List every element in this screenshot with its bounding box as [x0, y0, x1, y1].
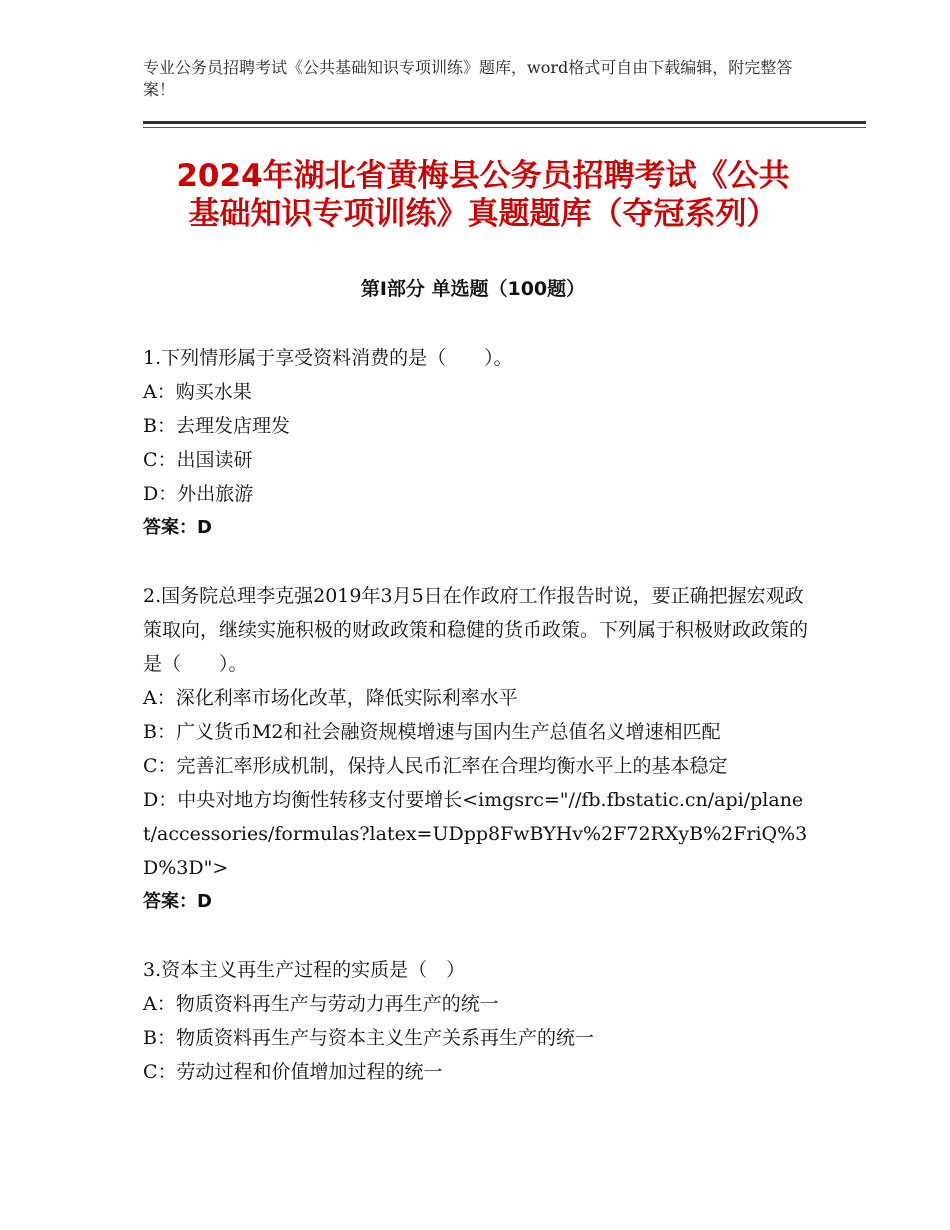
answer: 答案：D — [143, 891, 212, 912]
option-c: C：劳动过程和价值增加过程的统一 — [143, 1061, 443, 1083]
option-d: D：中央对地方均衡性转移支付要增长<imgsrc="//fb.fbstatic.cn/api/planet/accessories/formulas?latex=UDpp8FwBYHv%2F72RXyB%2FriQ%3D%3D"> — [143, 789, 808, 879]
option-d: D：外出旅游 — [143, 483, 254, 505]
question-text: 2.国务院总理李克强2019年3月5日在作政府工作报告时说，要正确把握宏观政策取向，继续实施积极的财政政策和稳健的货币政策。下列属于积极财政政策的是（ ）。 — [143, 585, 809, 675]
header-rule-thin — [143, 127, 866, 128]
document-title-line-1: 2024年湖北省黄梅县公务员招聘考试《公共 — [176, 158, 790, 194]
question-2 — [143, 579, 808, 919]
answer: 答案：D — [143, 517, 212, 538]
question-text: 1.下列情形属于享受资料消费的是（ ）。 — [143, 347, 513, 369]
option-a: A：深化利率市场化改革，降低实际利率水平 — [143, 687, 518, 709]
option-c: C：完善汇率形成机制，保持人民币汇率在合理均衡水平上的基本稳定 — [143, 755, 728, 777]
document-title — [143, 157, 823, 233]
option-b: B：物质资料再生产与资本主义生产关系再生产的统一 — [143, 1027, 594, 1049]
option-b: B：广义货币M2和社会融资规模增速与国内生产总值名义增速相匹配 — [143, 721, 721, 743]
header-note: 专业公务员招聘考试《公共基础知识专项训练》题库，word格式可自由下载编辑，附完整答案！ — [143, 58, 793, 99]
option-a: A：购买水果 — [143, 381, 252, 403]
question-1 — [143, 341, 808, 545]
question-3 — [143, 953, 808, 1089]
option-a: A：物质资料再生产与劳动力再生产的统一 — [143, 993, 499, 1015]
option-b: B：去理发店理发 — [143, 415, 290, 437]
question-list — [143, 341, 808, 1089]
question-text: 3.资本主义再生产过程的实质是（ ） — [143, 959, 466, 981]
section-title: 第Ⅰ部分 单选题（100题） — [360, 278, 586, 300]
header-rule-thick — [143, 121, 866, 124]
option-c: C：出国读研 — [143, 449, 253, 471]
document-title-line-2: 基础知识专项训练》真题题库（夺冠系列） — [188, 196, 778, 232]
